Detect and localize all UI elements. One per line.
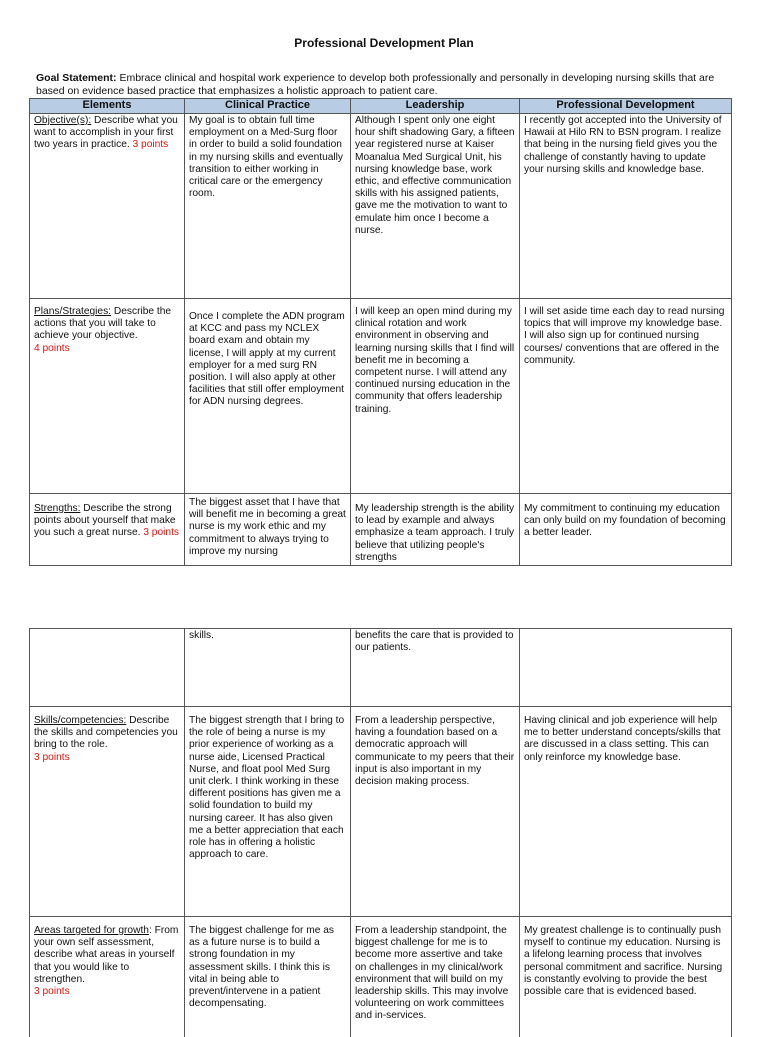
element-cell (30, 629, 185, 707)
element-desc: Describe what you want to accomplish in your first two years in practice. (34, 115, 178, 151)
points-label: 3 points (34, 751, 70, 763)
header-clinical-practice: Clinical Practice (185, 99, 351, 114)
leadership-cell: From a leadership perspective, having a foundation based on a democratic approach will communicate to my peers that their input is also important in my decision making process. (351, 707, 520, 917)
development-plan-table (29, 98, 732, 566)
element-desc: Describe the actions that you will take to achieve your objective. (34, 306, 172, 342)
table-row (30, 299, 732, 494)
professional-cell: My commitment to continuing my education can only build on my foundation of becoming a better leader. (520, 494, 732, 566)
leadership-cell: Although I spent only one eight hour shift shadowing Gary, a fifteen year registered nurse at Kaiser Moanalua Med Surgical Unit, his nursing knowledge base, work ethic, and effective communication skills with his assigned patients, gave me the motivation to want to emulate him once I become a nurse. (351, 114, 520, 299)
clinical-cell: The biggest strength that I bring to the role of being a nurse is my prior experience of working as a nurse aide, Licensed Practical Nurse, and float pool Med Surg unit clerk. I think working in these different positions has given me a solid foundation to build my nursing career. It has also given me a better appreciation that each role has in offering a holistic approach to care. (185, 707, 351, 917)
development-plan-table-continued (29, 628, 732, 1037)
clinical-cell: The biggest asset that I have that will benefit me in becoming a great nurse is my work ethic and my commitment to always trying to improve my nursing (185, 494, 351, 566)
element-cell (30, 494, 185, 566)
points-label: 4 points (34, 342, 70, 354)
professional-cell: I will set aside time each day to read nursing topics that will improve my knowledge base. I will also sign up for continued nursing courses/ conventions that are offered in the community. (520, 299, 732, 494)
leadership-cell: From a leadership standpoint, the biggest challenge for me is to become more assertive and take on challenges in my clinical/work environment that will build on my leadership skills. This may involve volunteering on work committees and in-services. (351, 917, 520, 1037)
goal-label: Goal Statement: (36, 72, 117, 84)
element-title: Areas targeted for growth (34, 925, 149, 936)
professional-cell (520, 629, 732, 707)
leadership-cell: I will keep an open mind during my clinical rotation and work environment in observing and learning nursing skills that I find will benefit me in becoming a competent nurse. I will attend any continued nursing education in the community that offers leadership training. (351, 299, 520, 494)
clinical-cell: skills. (185, 629, 351, 707)
element-cell (30, 707, 185, 917)
points-label: 3 points (143, 527, 179, 539)
element-title: Skills/competencies: (34, 715, 127, 726)
element-desc: : From your own self assessment, describe what areas in yourself that you would like to strengthen. (34, 925, 179, 985)
page-title: Professional Development Plan (294, 36, 474, 50)
element-title: Strengths: (34, 503, 81, 514)
leadership-cell: My leadership strength is the ability to lead by example and always emphasize a team approach. I truly believe that utilizing people's strengths (351, 494, 520, 566)
header-professional-development: Professional Development (520, 99, 732, 114)
clinical-cell: My goal is to obtain full time employment on a Med-Surg floor in order to build a solid foundation in my nursing skills and eventually transition to either working in critical care or the emergency room. (185, 114, 351, 299)
table-row (30, 707, 732, 917)
leadership-cell: benefits the care that is provided to our patients. (351, 629, 520, 707)
header-leadership: Leadership (351, 99, 520, 114)
goal-text: Embrace clinical and hospital work experience to develop both professionally and personally in developing nursing skills that are based on evidence based practice that emphasizes a holistic approach to patient care. (36, 72, 715, 97)
professional-cell: I recently got accepted into the University of Hawaii at Hilo RN to BSN program. I realize that being in the nursing field gives you the challenge of constantly having to update your nursing skills and knowledge base. (520, 114, 732, 299)
element-cell (30, 917, 185, 1037)
element-desc: Describe the skills and competencies you bring to the role. (34, 715, 178, 751)
element-cell (30, 299, 185, 494)
element-cell (30, 114, 185, 299)
points-label: 3 points (132, 139, 169, 151)
clinical-cell: Once I complete the ADN program at KCC and pass my NCLEX board exam and obtain my license, I will apply at my current employer for a med surg RN position. I will also apply at other facilities that still offer employment for ADN nursing degrees. (185, 299, 351, 494)
goal-statement (36, 72, 736, 98)
clinical-cell: The biggest challenge for me as as a future nurse is to build a strong foundation in my assessment skills. I think this is vital in being able to prevent/intervene in a patient decompensating. (185, 917, 351, 1037)
table-row (30, 629, 732, 707)
element-title: Plans/Strategies: (34, 306, 112, 317)
table-row (30, 494, 732, 566)
element-title: Objective(s): (34, 115, 92, 126)
element-desc: Describe the strong points about yourself that make you such a great nurse. (34, 503, 176, 539)
table-row (30, 114, 732, 299)
professional-cell: My greatest challenge is to continually push myself to continue my education. Nursing is a lifelong learning process that involves personal commitment and sacrifice. Nursing is constantly evolving to provide the best possible care that is evidenced based. (520, 917, 732, 1037)
points-label: 3 points (34, 986, 70, 998)
table-row (30, 917, 732, 1037)
header-elements: Elements (30, 99, 185, 114)
professional-cell: Having clinical and job experience will help me to better understand concepts/skills that are discussed in a class setting. This can only reinforce my knowledge base. (520, 707, 732, 917)
table-header-row (30, 99, 732, 114)
